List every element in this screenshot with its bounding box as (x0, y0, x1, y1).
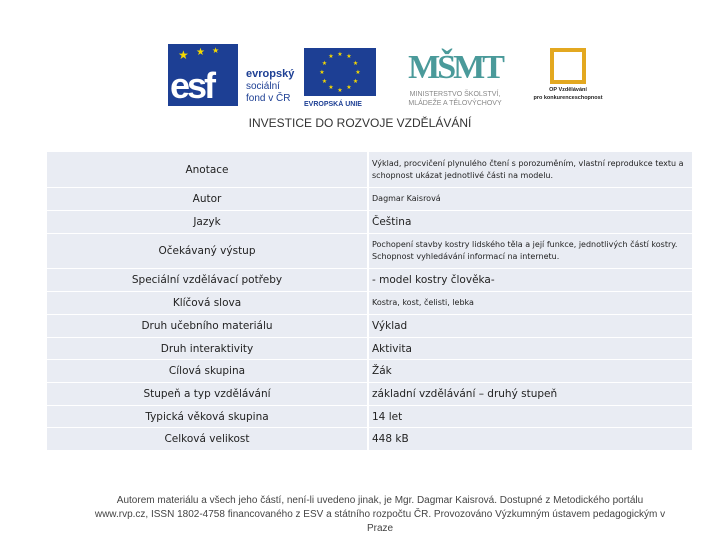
eu-flag-icon (304, 48, 376, 96)
star-icon: ★ (352, 77, 359, 85)
row-value: Výklad (369, 315, 692, 337)
row-label: Speciální vzdělávací potřeby (47, 269, 367, 291)
op-square-icon (550, 48, 586, 84)
row-label: Autor (47, 188, 367, 210)
metadata-table (47, 152, 692, 451)
row-value: Čeština (369, 211, 692, 233)
row-value: základní vzdělávání – druhý stupeň (369, 383, 692, 405)
table-row (47, 428, 692, 450)
eu-logo (304, 48, 384, 110)
row-value: Pochopení stavby kostry lidského těla a její funkce, jednotlivých částí kostry. Schopnost vyhledávání informací na internetu. (369, 234, 692, 268)
row-label: Klíčová slova (47, 292, 367, 314)
table-row (47, 211, 692, 233)
table-row (47, 152, 692, 187)
star-icon: ★ (355, 68, 361, 76)
table-row (47, 188, 692, 210)
table-row (47, 234, 692, 268)
footer-credits: Autorem materiálu a všech jeho částí, není-li uvedeno jinak, je Mgr. Dagmar Kaisrová. Dostupné z Metodického portálu www.rvp.cz, ISSN 1802-4758 financovaného z ESV a státního rozpočtu ČR. Provozováno Výzkumným ústavem pedagogickým v Praze (94, 495, 666, 534)
star-icon: ★ (212, 46, 220, 55)
star-icon: ★ (346, 84, 352, 92)
star-icon: ★ (321, 77, 328, 85)
eu-label: EVROPSKÁ UNIE (304, 101, 362, 108)
msmt-logo: MŠMT MINISTERSTVO ŠKOLSTVÍ, MLÁDEŽE A TĚLOVÝCHOVY (390, 46, 520, 110)
row-label: Druh interaktivity (47, 338, 367, 359)
tagline: INVESTICE DO ROZVOJE VZDĚLÁVÁNÍ (248, 116, 472, 130)
star-icon: ★ (337, 86, 343, 94)
logo-banner (168, 44, 608, 110)
star-icon: ★ (178, 48, 189, 62)
row-value: Kostra, kost, čelisti, lebka (369, 292, 692, 314)
row-label: Cílová skupina (47, 360, 367, 382)
row-label: Celková velikost (47, 428, 367, 450)
star-icon: ★ (328, 52, 334, 60)
table-row (47, 292, 692, 314)
star-icon: ★ (352, 59, 359, 67)
row-label: Typická věková skupina (47, 406, 367, 427)
row-value: 14 let (369, 406, 692, 427)
star-icon: ★ (337, 50, 343, 58)
row-value: Dagmar Kaisrová (369, 188, 692, 210)
row-label: Druh učebního materiálu (47, 315, 367, 337)
star-icon: ★ (328, 84, 334, 92)
star-icon: ★ (321, 59, 328, 67)
esf-text: evropský sociální fond v ČR (246, 68, 295, 104)
msmt-mark: MŠMT (408, 49, 502, 86)
row-value: 448 kB (369, 428, 692, 450)
row-value: Výklad, procvičení plynulého čtení s porozuměním, vlastní reprodukce textu a schopnost ukázat jednotlivé části na modelu. (369, 152, 692, 187)
row-value: - model kostry člověka- (369, 269, 692, 291)
star-icon: ★ (346, 52, 352, 60)
op-vk-logo: OP Vzdělávání pro konkurenceschopnost (524, 44, 612, 110)
star-icon: ★ (196, 47, 205, 58)
esf-letters: esf (170, 65, 214, 106)
table-row (47, 406, 692, 427)
row-value: Žák (369, 360, 692, 382)
row-label: Očekávaný výstup (47, 234, 367, 268)
table-row (47, 338, 692, 359)
table-row (47, 269, 692, 291)
table-row (47, 383, 692, 405)
star-icon: ★ (319, 68, 325, 76)
table-row (47, 360, 692, 382)
table-row (47, 315, 692, 337)
row-label: Stupeň a typ vzdělávání (47, 383, 367, 405)
row-label: Jazyk (47, 211, 367, 233)
row-label: Anotace (47, 152, 367, 187)
esf-logo (168, 44, 300, 108)
row-value: Aktivita (369, 338, 692, 359)
